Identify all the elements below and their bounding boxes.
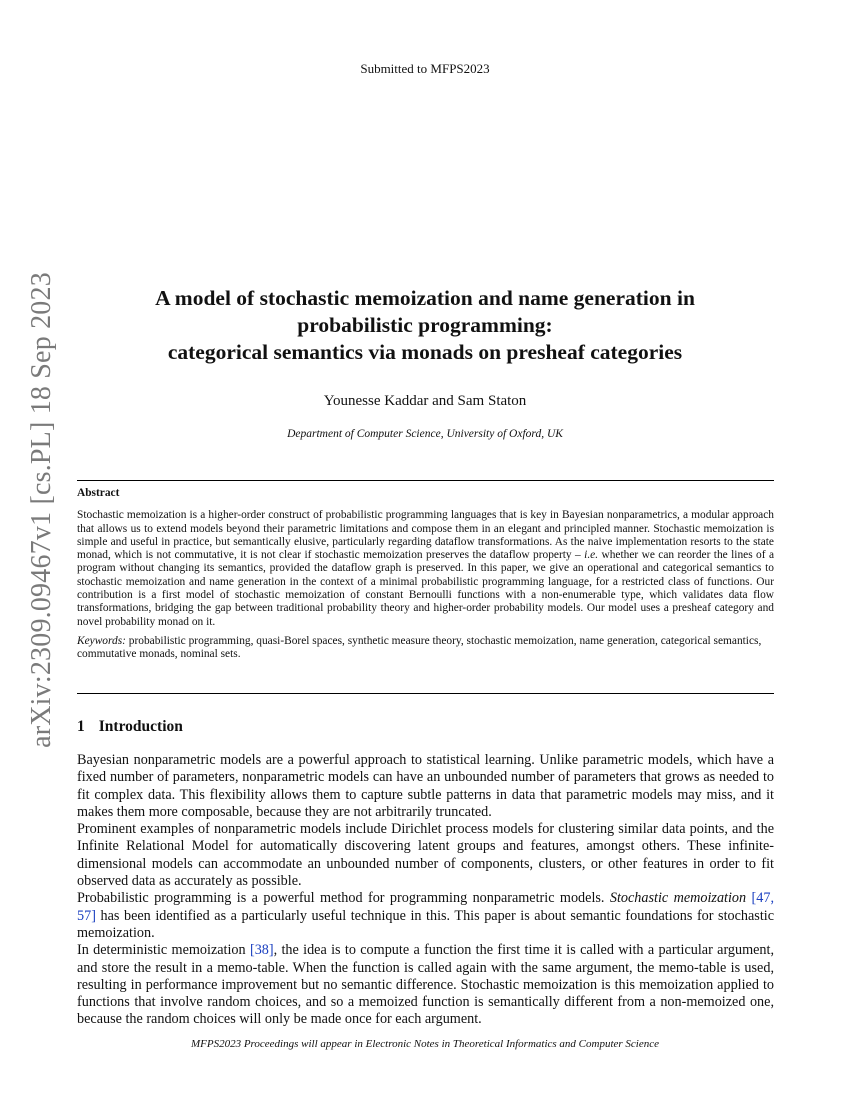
intro-paragraph-2: Prominent examples of nonparametric models include Dirichlet process models for clustering similar data points, and the Infinite Relational Model for automatically discovering latent groups and features, amongst others. These infinite-dimensional models can accommodate an unbounded number of components, clusters, or other features in order to fit observed data as accurately as possible. (77, 821, 774, 890)
abstract-text-2: whether we can reorder the lines of a program without changing its semantics, provided the dataflow graph is preserved. In this paper, we give an operational and categorical semantics to stochastic memoization and name generation in the context of a minimal probabilistic programming language, for a restricted class of functions. Our contribution is a first model of stochastic memoization of constant Bernoulli functions with a non-enumerable type, which validates data flow transformations, bridging the gap between traditional probability theory and higher-order probability models. Our model uses a presheaf category and novel probability monad on it. (77, 549, 774, 628)
abstract-heading: Abstract (77, 487, 120, 499)
section-number: 1 (77, 718, 85, 735)
intro-p3-text-a: Probabilistic programming is a powerful method for programming nonparametric models. (77, 890, 605, 907)
title-line-1: A model of stochastic memoization and name generation in (155, 286, 695, 310)
authors: Younesse Kaddar and Sam Staton (323, 393, 527, 409)
arxiv-stamp (25, 270, 59, 750)
abstract-text-1: Stochastic memoization is a higher-order construct of probabilistic programming languages that is key in Bayesian nonparametrics, a modular approach that allows us to extend models beyond their parametric limitations and compose them in an elegant and principled manner. Stochastic memoization is simple and useful in practice, but semantically elusive, particularly regarding dataflow transformations. As the naive implementation resorts to the state monad, which is not commutative, it is not clear if stochastic memoization preserves the dataflow property – (77, 509, 774, 562)
keywords-list: probabilistic programming, quasi-Borel spaces, synthetic measure theory, stochastic memoization, name generation, categorical semantics, commutative monads, nominal sets. (77, 634, 762, 661)
section-heading (77, 718, 183, 736)
intro-p3-term: Stochastic memoization (609, 890, 747, 907)
title-line-3: categorical semantics via monads on presheaf categories (167, 340, 683, 364)
intro-p4-text-b: , the idea is to compute a function the first time it is called with a particular argument, and store the result in a memo-table. When the function is called again with the same argument, the memo-table is used, resulting in performance improvement but no semantic difference. Stochastic memoization is this memoization applied to functions that involve random choices, and so a memoized function is semantically different from a non-memoized one, because the random choices will only be made once for each argument. (77, 942, 775, 1028)
arxiv-id: arXiv:2309.09467v1 [cs.PL] 18 Sep 2023 (26, 272, 57, 748)
abstract-ie: i.e. (584, 549, 599, 562)
running-header: Submitted to MFPS2023 (360, 61, 490, 76)
title-line-2: probabilistic programming: (297, 313, 553, 337)
paper-title (80, 285, 770, 366)
abstract-bottom-rule (77, 693, 774, 694)
intro-p3-text-b: has been identified as a particularly useful technique in this. This paper is about semantic foundations for stochastic memoization. (77, 907, 775, 941)
abstract-top-rule (77, 480, 774, 481)
footer-note: MFPS2023 Proceedings will appear in Electronic Notes in Theoretical Informatics and Computer Science (190, 1038, 660, 1050)
section-title: Introduction (98, 718, 183, 735)
intro-paragraph-3 (77, 890, 774, 942)
intro-p4-text-a: In deterministic memoization (77, 942, 246, 959)
citation-38[interactable]: [38] (249, 942, 274, 959)
introduction-text (77, 752, 774, 1029)
keywords-label: Keywords: (77, 634, 126, 647)
intro-paragraph-1: Bayesian nonparametric models are a powerful approach to statistical learning. Unlike parametric models, which have a fixed number of parameters, nonparametric models can have an unbounded number of parameters that grows as needed to fit complex data. This flexibility allows them to capture subtle patterns in data that parametric models may miss, and it makes them more composable, because they are not arbitrarily truncated. (77, 752, 774, 820)
citation-47-57[interactable]: [47, 57] (77, 890, 775, 924)
intro-paragraph-4 (77, 942, 774, 1028)
abstract (77, 487, 774, 662)
keywords (77, 635, 774, 662)
affiliation: Department of Computer Science, University of Oxford, UK (287, 428, 563, 440)
abstract-body (77, 509, 774, 629)
